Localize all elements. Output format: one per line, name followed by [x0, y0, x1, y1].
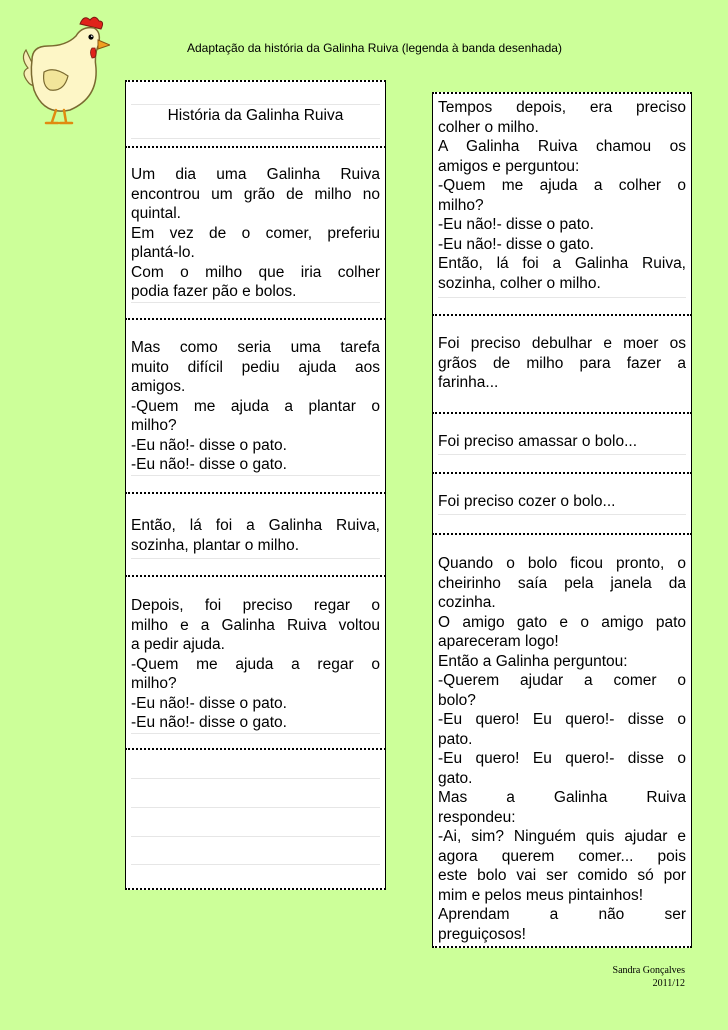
- text-line: plantá-lo.: [131, 244, 195, 261]
- text-line: -Eu não!- disse o gato.: [131, 456, 287, 473]
- text-line: grãos de milho para fazer a: [438, 354, 686, 372]
- credit-year: 2011/12: [652, 978, 685, 989]
- text-line: gato.: [438, 769, 473, 787]
- right-panel-1: [433, 98, 691, 293]
- left-story-column: [125, 80, 386, 890]
- text-line: -Eu não!- disse o pato.: [131, 436, 287, 454]
- left-panel-4: [126, 596, 385, 733]
- text-line: -Eu não!- disse o gato.: [438, 235, 594, 253]
- credit-author: Sandra Gonçalves: [612, 965, 685, 976]
- left-panel-2: [126, 338, 385, 475]
- text-line: pato.: [438, 730, 473, 748]
- text-line: quintal.: [131, 205, 181, 222]
- text-line: Então, lá foi a Galinha Ruiva,: [131, 517, 380, 534]
- text-line: a pedir ajuda.: [131, 636, 225, 653]
- text-line: sozinha, plantar o milho.: [131, 536, 300, 554]
- text-line: mim e pelos meus pintainhos!: [438, 886, 644, 904]
- text-line: Quando o bolo ficou pronto, o: [438, 555, 686, 572]
- text-line: Um dia uma Galinha Ruiva: [131, 166, 380, 183]
- text-line: Então, lá foi a Galinha Ruiva,: [438, 255, 686, 272]
- text-line: Foi preciso debulhar e moer os: [438, 335, 686, 352]
- text-line: Com o milho que iria colher: [131, 263, 380, 281]
- text-line: milho?: [131, 417, 177, 434]
- text-line: Foi preciso cozer o bolo...: [438, 493, 616, 510]
- text-line: -Eu não!- disse o pato.: [131, 694, 287, 712]
- text-line: cheirinho saía pela janela da: [438, 574, 686, 592]
- author-credit: [613, 964, 685, 990]
- right-panel-4: [433, 492, 691, 512]
- text-line: encontrou um grão de milho no: [131, 185, 380, 203]
- text-line: Aprendam a não ser: [438, 906, 686, 923]
- left-panel-1: [126, 165, 385, 302]
- text-line: cozinha.: [438, 594, 496, 611]
- text-line: sozinha, colher o milho.: [438, 274, 601, 292]
- right-panel-5: [433, 554, 691, 944]
- text-line: farinha...: [438, 374, 499, 391]
- text-line: -Querem ajudar a comer o: [438, 672, 686, 689]
- text-line: A Galinha Ruiva chamou os: [438, 138, 686, 155]
- text-line: milho e a Galinha Ruiva voltou: [131, 616, 380, 634]
- text-line: agora querem comer... pois: [438, 847, 686, 865]
- right-panel-3: [433, 432, 691, 452]
- text-line: -Eu não!- disse o gato.: [131, 714, 287, 731]
- right-panel-2: [433, 334, 691, 393]
- right-story-column: [432, 92, 692, 948]
- text-line: Foi preciso amassar o bolo...: [438, 433, 638, 450]
- text-line: amigos e perguntou:: [438, 157, 580, 175]
- hen-illustration: [18, 10, 110, 128]
- text-line: preguiçosos!: [438, 925, 526, 943]
- text-line: podia fazer pão e bolos.: [131, 283, 297, 300]
- text-line: bolo?: [438, 691, 476, 709]
- text-line: O amigo gato e o amigo pato: [438, 613, 686, 631]
- text-line: -Quem me ajuda a plantar o: [131, 397, 380, 415]
- text-line: apareceram logo!: [438, 633, 559, 650]
- text-line: colher o milho.: [438, 118, 539, 136]
- text-line: -Ai, sim? Ninguém quis ajudar e: [438, 828, 686, 845]
- text-line: Mas a Galinha Ruiva: [438, 789, 686, 806]
- story-heading: História da Galinha Ruiva: [167, 107, 344, 124]
- text-line: Depois, foi preciso regar o: [131, 597, 380, 614]
- text-line: amigos.: [131, 378, 186, 395]
- text-line: -Eu quero! Eu quero!- disse o: [438, 750, 686, 767]
- left-panel-3: [126, 516, 385, 555]
- text-line: -Eu quero! Eu quero!- disse o: [438, 711, 686, 728]
- text-line: muito difícil pediu ajuda aos: [131, 358, 380, 376]
- text-line: -Eu não!- disse o pato.: [438, 216, 594, 233]
- text-line: respondeu:: [438, 808, 516, 826]
- text-line: Tempos depois, era preciso: [438, 99, 686, 116]
- text-line: Então a Galinha perguntou:: [438, 652, 628, 670]
- text-line: Mas como seria uma tarefa: [131, 339, 380, 356]
- text-line: -Quem me ajuda a regar o: [131, 655, 380, 673]
- text-line: este bolo vai ser comido só por: [438, 867, 686, 884]
- text-line: -Quem me ajuda a colher o: [438, 177, 686, 194]
- text-line: Em vez de o comer, preferiu: [131, 224, 380, 242]
- text-line: milho?: [438, 196, 484, 214]
- page-title: Adaptação da história da Galinha Ruiva (legenda à banda desenhada): [187, 41, 562, 55]
- text-line: milho?: [131, 675, 177, 692]
